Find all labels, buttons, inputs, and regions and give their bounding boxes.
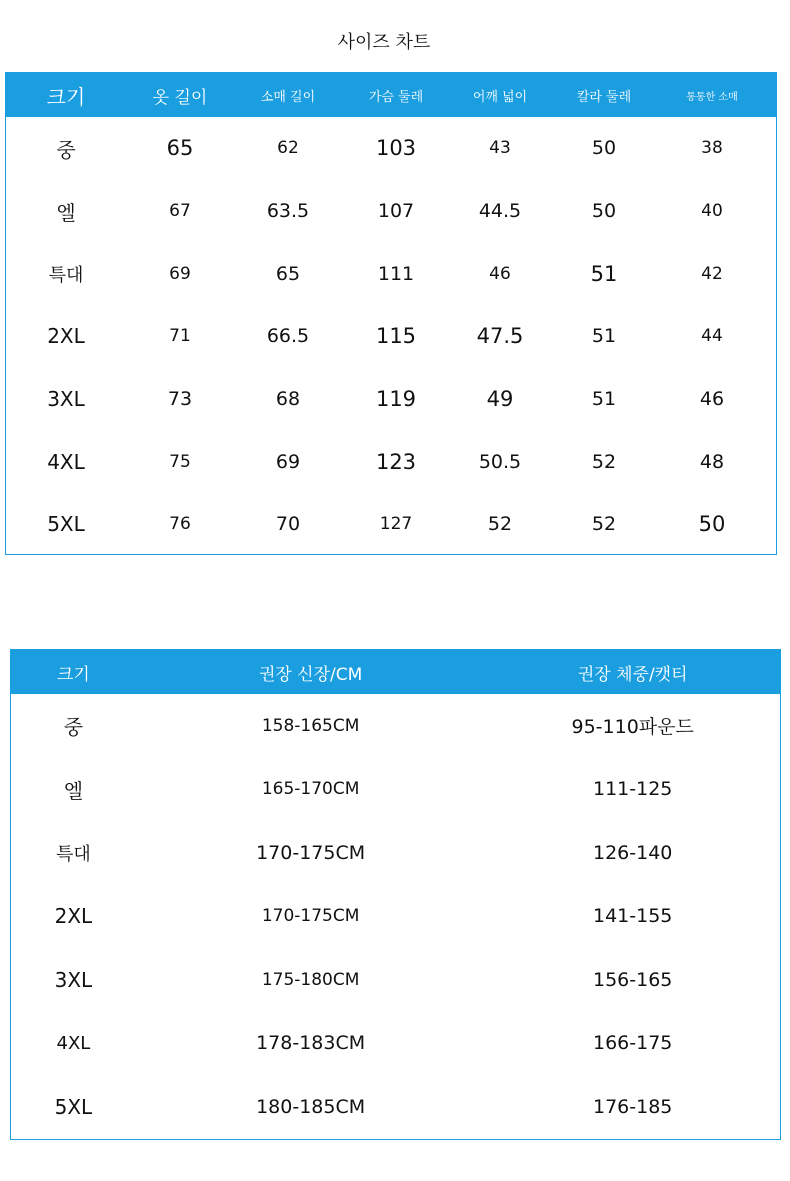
- table-row: [11, 885, 780, 949]
- row-size: 4XL: [47, 449, 85, 474]
- cell-chest: 111: [377, 262, 415, 285]
- header-recommended-height: 권장 신장/CM: [258, 664, 363, 685]
- cell-weight: 156-165: [593, 968, 673, 991]
- cell-sleeve-length: 65: [275, 262, 301, 285]
- cell-weight: 111-125: [593, 778, 673, 801]
- row-size: 5XL: [54, 1094, 93, 1119]
- cell-weight: 126-140: [593, 841, 673, 864]
- table-row: [6, 430, 776, 493]
- row-size: 특대: [48, 264, 84, 286]
- table-header-row: [6, 73, 776, 117]
- row-size: 5XL: [47, 512, 85, 537]
- row-size: 중: [63, 715, 84, 740]
- cell-height: 158-165CM: [261, 715, 360, 736]
- cell-sleeve-width: 38: [701, 138, 723, 159]
- cell-length: 65: [166, 136, 194, 161]
- header-sleeve-width: 통통한 소매: [686, 91, 738, 103]
- cell-length: 76: [169, 514, 191, 535]
- cell-height: 170-175CM: [256, 841, 366, 864]
- header-size: 크기: [56, 664, 90, 685]
- cell-sleeve-length: 66.5: [266, 325, 310, 348]
- table-row: [6, 180, 776, 243]
- cell-chest: 127: [379, 514, 413, 535]
- table-row: [6, 493, 776, 556]
- cell-chest: 103: [375, 136, 417, 161]
- cell-collar: 50: [591, 137, 617, 160]
- header-sleeve-length: 소매 길이: [260, 89, 316, 105]
- cell-chest: 115: [375, 324, 417, 349]
- header-length: 옷 길이: [152, 87, 208, 108]
- cell-weight: 95-110파운드: [571, 716, 694, 739]
- cell-collar: 52: [591, 450, 617, 473]
- cell-sleeve-length: 69: [275, 450, 301, 473]
- cell-sleeve-width: 44: [701, 326, 723, 347]
- cell-sleeve-length: 62: [277, 138, 299, 159]
- cell-shoulder: 52: [487, 513, 513, 536]
- row-size: 4XL: [56, 1032, 91, 1054]
- cell-shoulder: 50.5: [478, 450, 522, 473]
- cell-sleeve-length: 70: [275, 513, 301, 536]
- table-row: [11, 948, 780, 1012]
- cell-sleeve-width: 40: [701, 201, 723, 222]
- cell-shoulder: 46: [489, 263, 511, 284]
- table-row: [6, 305, 776, 368]
- table-row: [11, 758, 780, 822]
- header-size: 크기: [46, 84, 86, 109]
- table-row: [11, 821, 780, 885]
- cell-weight: 166-175: [593, 1032, 673, 1055]
- table-row: [6, 117, 776, 180]
- row-size: 2XL: [54, 904, 93, 929]
- cell-collar: 51: [591, 388, 617, 411]
- cell-collar: 50: [591, 200, 617, 223]
- cell-length: 69: [169, 263, 191, 284]
- header-recommended-weight: 권장 체중/캣티: [577, 664, 688, 685]
- header-chest: 가슴 둘레: [368, 89, 424, 105]
- cell-height: 178-183CM: [256, 1032, 366, 1055]
- cell-sleeve-width: 48: [699, 450, 725, 473]
- row-size: 엘: [63, 778, 84, 803]
- cell-weight: 176-185: [593, 1095, 673, 1118]
- table-row: [6, 242, 776, 305]
- row-size: 엘: [56, 200, 76, 225]
- cell-collar: 51: [591, 325, 617, 348]
- cell-height: 170-175CM: [261, 906, 360, 927]
- cell-weight: 141-155: [593, 905, 673, 928]
- cell-sleeve-width: 50: [698, 512, 726, 537]
- cell-sleeve-length: 63.5: [266, 200, 310, 223]
- cell-shoulder: 43: [489, 138, 511, 159]
- cell-length: 75: [169, 451, 191, 472]
- table-row: [11, 1012, 780, 1076]
- table-row: [11, 694, 780, 758]
- cell-length: 67: [169, 201, 191, 222]
- size-measurement-table: [5, 72, 777, 555]
- size-recommendation-table: [10, 649, 781, 1140]
- cell-length: 71: [169, 326, 191, 347]
- cell-chest: 107: [377, 200, 415, 223]
- cell-collar: 51: [590, 261, 618, 286]
- row-size: 중: [56, 137, 76, 162]
- cell-height: 180-185CM: [256, 1095, 366, 1118]
- cell-collar: 52: [591, 513, 617, 536]
- table-row: [6, 368, 776, 431]
- cell-shoulder: 44.5: [478, 200, 522, 223]
- cell-sleeve-width: 42: [701, 263, 723, 284]
- cell-sleeve-width: 46: [699, 388, 725, 411]
- header-collar: 칼라 둘레: [576, 89, 632, 105]
- cell-shoulder: 47.5: [476, 324, 524, 349]
- page-title: 사이즈 차트: [337, 32, 431, 53]
- cell-height: 165-170CM: [261, 779, 360, 800]
- cell-sleeve-length: 68: [275, 388, 301, 411]
- cell-length: 73: [167, 388, 193, 411]
- cell-chest: 119: [375, 387, 417, 412]
- cell-chest: 123: [375, 449, 417, 474]
- header-shoulder: 어깨 넓이: [472, 89, 528, 105]
- cell-shoulder: 49: [486, 387, 514, 412]
- cell-height: 175-180CM: [261, 969, 360, 990]
- table-row: [11, 1075, 780, 1139]
- row-size: 3XL: [47, 387, 85, 412]
- row-size: 2XL: [47, 324, 85, 349]
- row-size: 3XL: [54, 967, 93, 992]
- table-header-row: [11, 650, 780, 694]
- row-size: 특대: [56, 843, 91, 865]
